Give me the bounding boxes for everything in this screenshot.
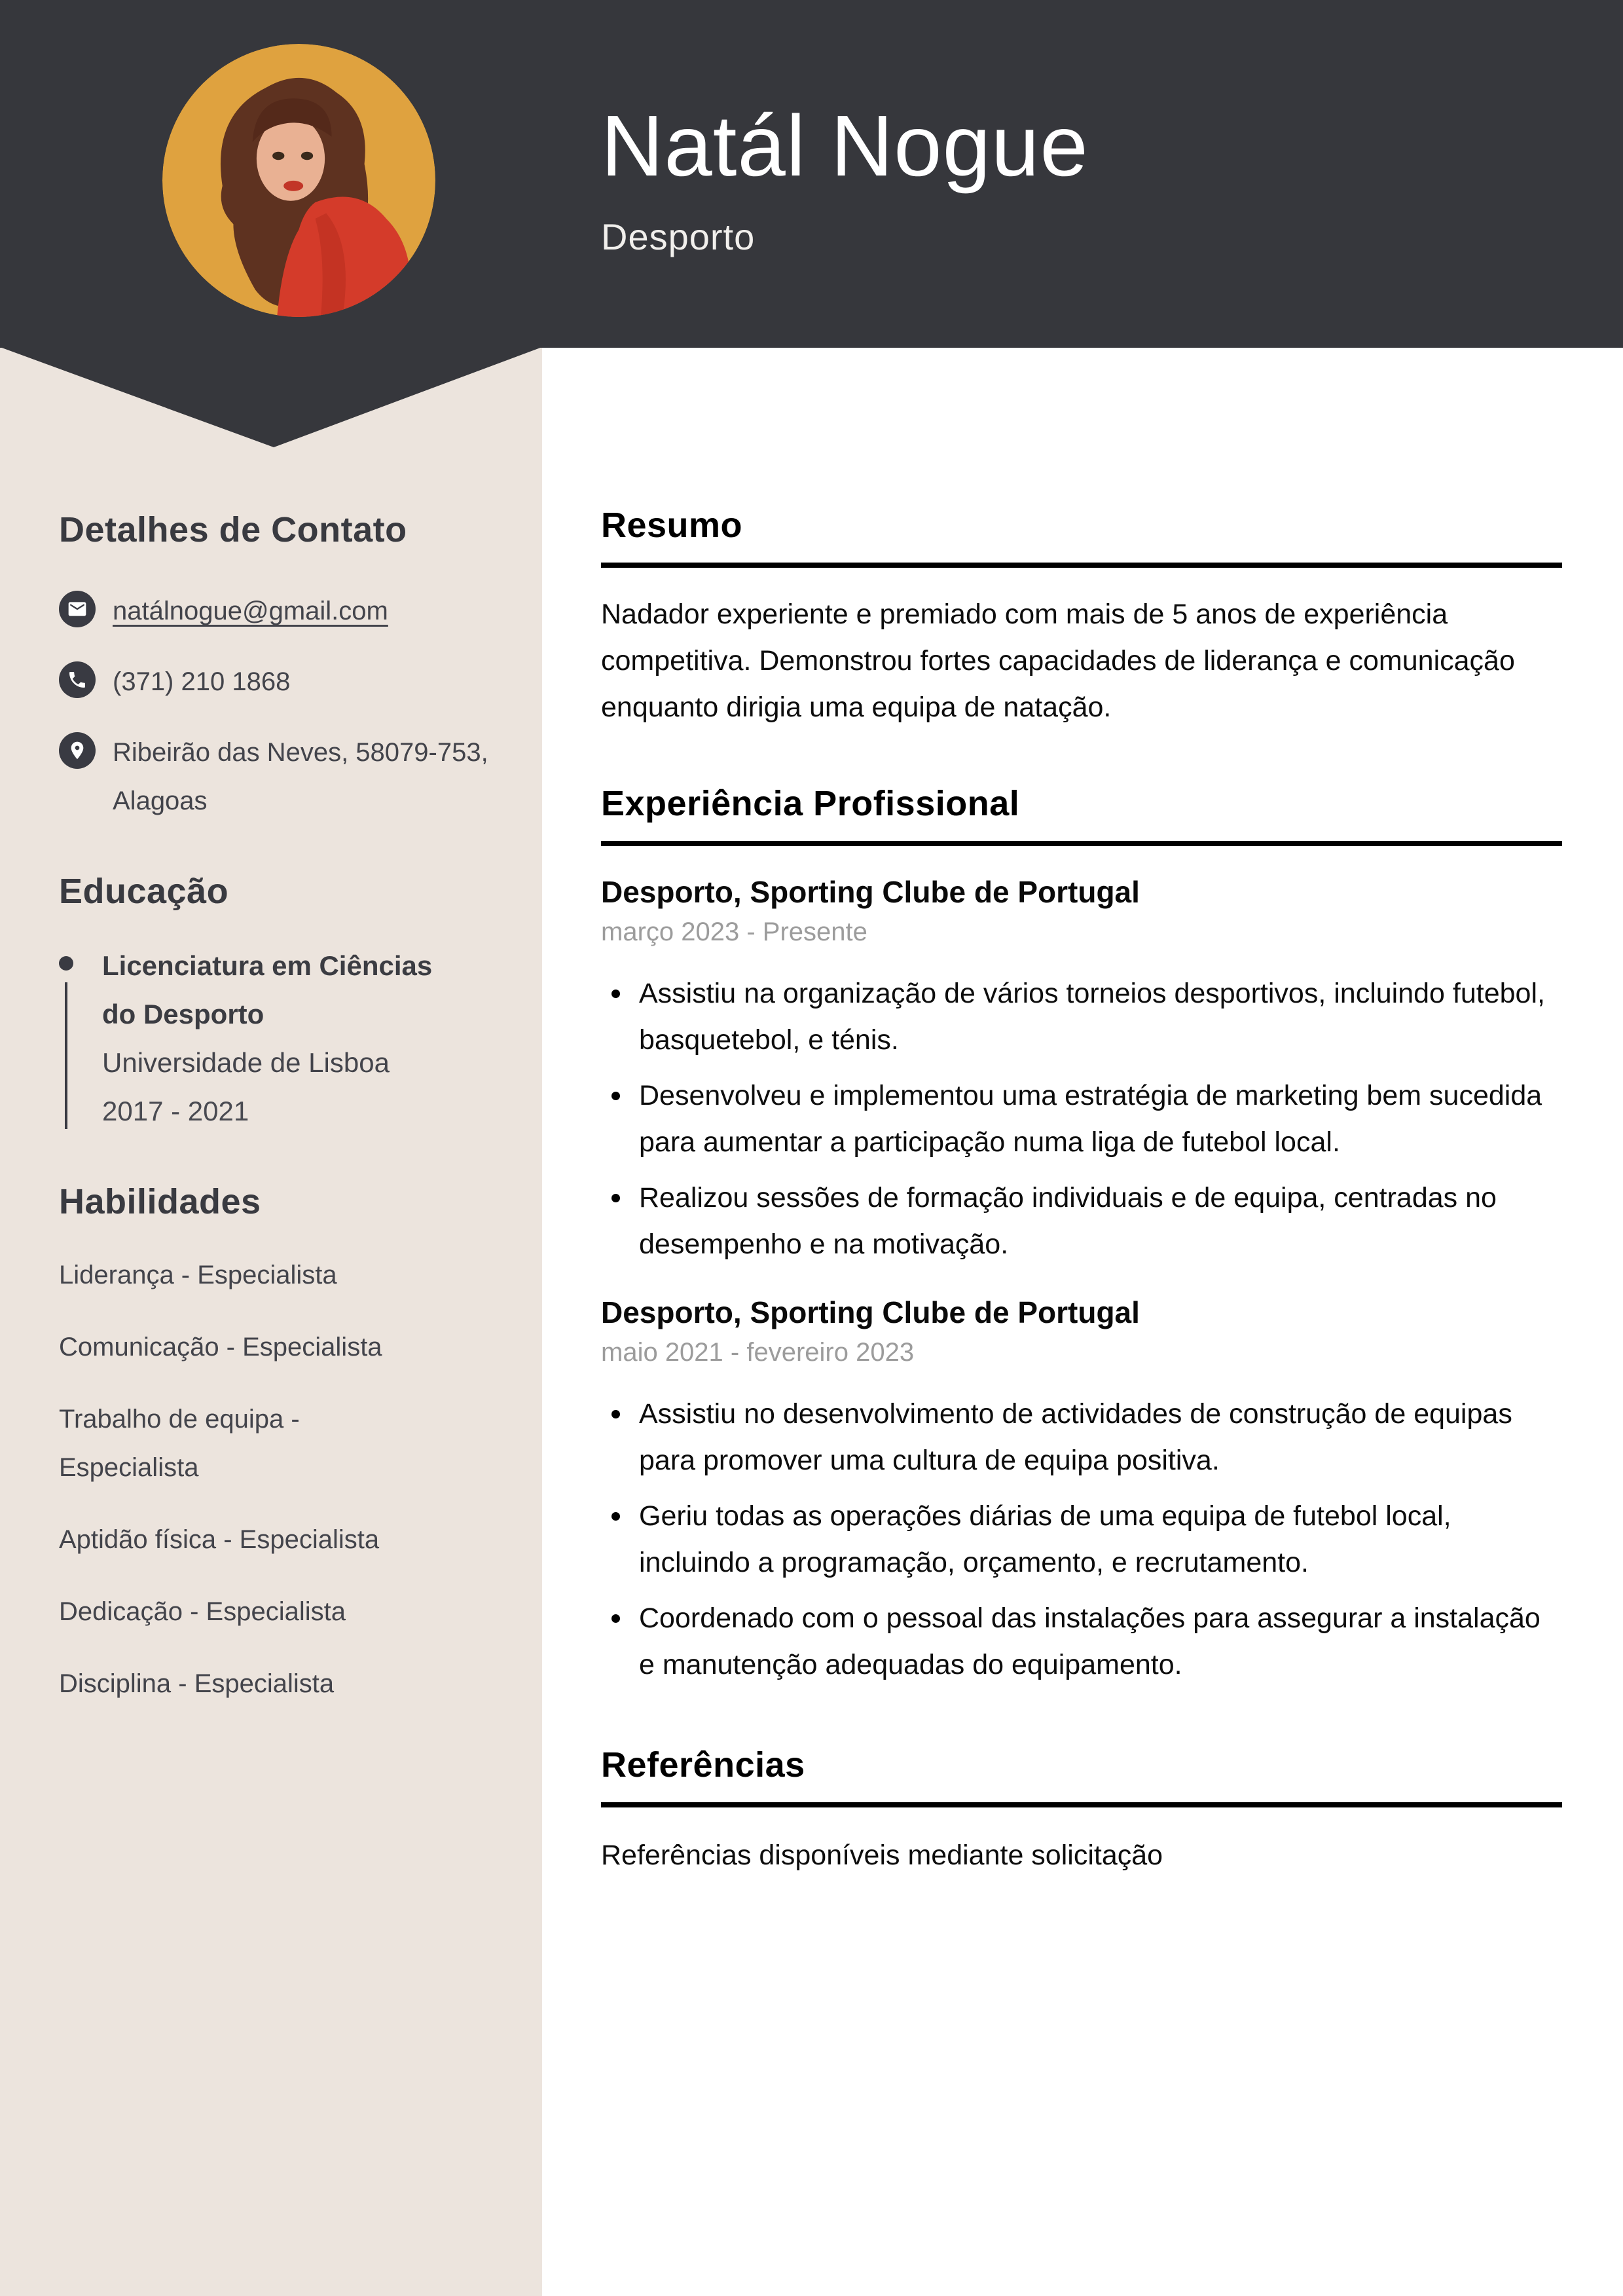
email-icon <box>59 591 96 627</box>
education-heading: Educação <box>59 872 229 911</box>
skill-item: Dedicação - Especialista <box>59 1597 346 1626</box>
contact-row-location <box>59 728 503 825</box>
contact-row-email <box>59 587 503 635</box>
summary-text: Nadador experiente e premiado com mais de 5 anos de experiência competitiva. Demonstrou fortes capacidades de liderança e comunicação enquanto dirigia uma equipa de natação. <box>601 599 1515 723</box>
job-bullet: Realizou sessões de formação individuais e de equipa, centradas no desempenho e na motivação. <box>601 1175 1562 1268</box>
job-title: Desporto, Sporting Clube de Portugal <box>601 875 1140 909</box>
job-bullet: Desenvolveu e implementou uma estratégia de marketing bem sucedida para aumentar a participação numa liga de futebol local. <box>601 1073 1562 1166</box>
skill-item: Liderança - Especialista <box>59 1261 337 1289</box>
skill-item: Aptidão física - Especialista <box>59 1525 380 1554</box>
experience-section <box>601 783 1562 1688</box>
location-icon <box>59 732 96 769</box>
job-bullet-list <box>601 971 1562 1268</box>
education-section <box>59 871 503 1136</box>
candidate-job-title: Desporto <box>601 216 756 258</box>
job-entry <box>601 874 1562 1268</box>
timeline-line-decoration <box>65 982 67 1129</box>
profile-photo <box>162 44 435 317</box>
contact-row-phone <box>59 657 503 706</box>
skill-item: Comunicação - Especialista <box>59 1333 382 1361</box>
main-content <box>601 348 1562 1879</box>
skill-item: Trabalho de equipa - Especialista <box>59 1405 300 1482</box>
job-dates: março 2023 - Presente <box>601 917 867 946</box>
summary-section <box>601 505 1562 731</box>
job-dates: maio 2021 - fevereiro 2023 <box>601 1338 915 1367</box>
education-degree: Licenciatura em Ciências do Desporto <box>102 950 433 1029</box>
education-entry <box>59 942 503 1136</box>
candidate-name: Natál Nogue <box>601 98 1089 194</box>
references-text: Referências disponíveis mediante solicitação <box>601 1840 1163 1871</box>
contact-list <box>59 587 503 825</box>
job-bullet-list <box>601 1391 1562 1688</box>
sidebar <box>0 449 542 1731</box>
education-dates: 2017 - 2021 <box>102 1096 249 1126</box>
contact-heading: Detalhes de Contato <box>59 510 407 549</box>
header-title-block <box>601 98 1089 258</box>
job-entry <box>601 1294 1562 1688</box>
profile-photo-illustration <box>162 44 435 317</box>
contact-section <box>59 509 503 825</box>
job-bullet: Geriu todas as operações diárias de uma equipa de futebol local, incluindo a programação, orçamento, e recrutamento. <box>601 1493 1562 1586</box>
phone-icon <box>59 661 96 698</box>
phone-number: (371) 210 1868 <box>113 667 291 696</box>
skills-heading: Habilidades <box>59 1182 261 1221</box>
experience-heading: Experiência Profissional <box>601 783 1562 846</box>
references-heading: Referências <box>601 1745 1562 1807</box>
skill-item: Disciplina - Especialista <box>59 1669 335 1698</box>
skills-list <box>59 1251 503 1708</box>
job-title: Desporto, Sporting Clube de Portugal <box>601 1295 1140 1329</box>
summary-heading: Resumo <box>601 505 1562 568</box>
job-bullet: Assistiu no desenvolvimento de actividades de construção de equipas para promover uma cultura de equipa positiva. <box>601 1391 1562 1484</box>
skills-section <box>59 1181 503 1708</box>
timeline-dot-icon <box>59 956 73 971</box>
email-link[interactable]: natálnogue@gmail.com <box>113 597 388 625</box>
education-school: Universidade de Lisboa <box>102 1047 390 1078</box>
references-section <box>601 1745 1562 1879</box>
location-text: Ribeirão das Neves, 58079-753, Alagoas <box>113 738 488 815</box>
job-bullet: Coordenado com o pessoal das instalações para assegurar a instalação e manutenção adequadas do equipamento. <box>601 1595 1562 1688</box>
job-bullet: Assistiu na organização de vários torneios desportivos, incluindo futebol, basquetebol, e ténis. <box>601 971 1562 1064</box>
